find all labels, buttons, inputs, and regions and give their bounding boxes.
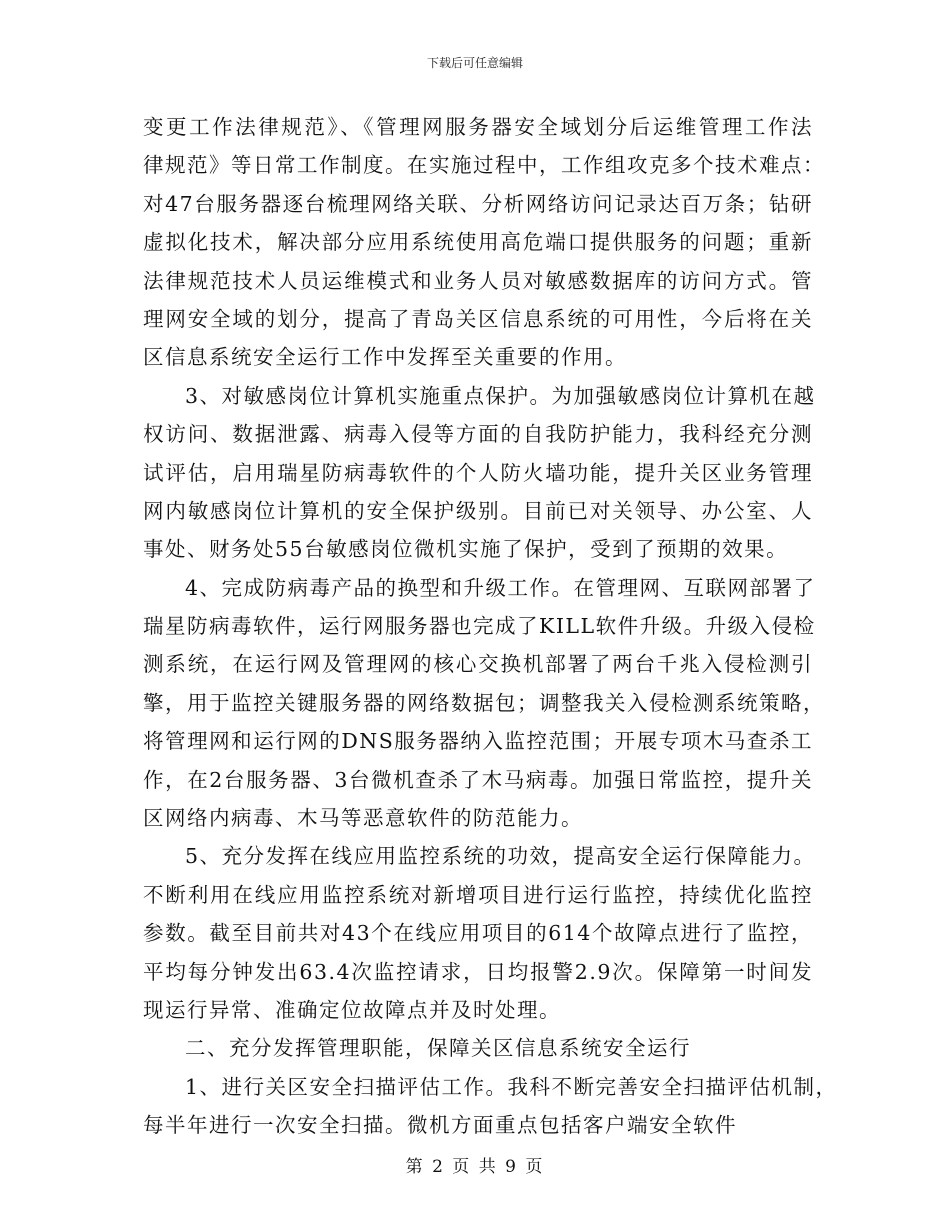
page-header: 下载后可任意编辑 — [426, 56, 523, 70]
text-line: 1、进行关区安全扫描评估工作。我科不断完善安全扫描评估机制， — [185, 1074, 838, 1099]
text-line: 将管理网和运行网的DNS服务器纳入监控范围；开展专项木马查杀工 — [143, 729, 813, 754]
text-line: 测系统，在运行网及管理网的核心交换机部署了两台千兆入侵检测引 — [143, 652, 813, 677]
text-line: 区网络内病毒、木马等恶意软件的防范能力。 — [143, 806, 583, 831]
text-line: 理网安全域的划分，提高了青岛关区信息系统的可用性，今后将在关 — [143, 306, 813, 331]
text-line: 3、对敏感岗位计算机实施重点保护。为加强敏感岗位计算机在越 — [185, 383, 816, 408]
text-line: 参数。截至目前共对43个在线应用项目的614个故障点进行了监控， — [143, 921, 813, 946]
text-line: 擎，用于监控关键服务器的网络数据包；调整我关入侵检测系统策略， — [143, 690, 825, 715]
text-line: 权访问、数据泄露、病毒入侵等方面的自我防护能力，我科经充分测 — [143, 422, 813, 447]
text-line: 5、充分发挥在线应用监控系统的功效，提高安全运行保障能力。 — [185, 844, 816, 869]
text-line: 作，在2台服务器、3台微机查杀了木马病毒。加强日常监控，提升关 — [143, 767, 813, 792]
text-line: 虚拟化技术，解决部分应用系统使用高危端口提供服务的问题；重新 — [143, 230, 813, 255]
text-line: 4、完成防病毒产品的换型和升级工作。在管理网、互联网部署了 — [185, 575, 816, 600]
text-line: 对47台服务器逐台梳理网络关联、分析网络访问记录达百万条；钻研 — [143, 191, 813, 216]
text-line: 每半年进行一次安全扫描。微机方面重点包括客户端安全软件 — [143, 1113, 737, 1138]
text-line: 平均每分钟发出63.4次监控请求，日均报警2.9次。保障第一时间发 — [143, 959, 813, 984]
page-footer: 第 2 页 共 9 页 — [405, 1157, 545, 1177]
text-line: 法律规范技术人员运维模式和业务人员对敏感数据库的访问方式。管 — [143, 268, 813, 293]
document-body — [143, 108, 838, 1145]
text-line: 网内敏感岗位计算机的安全保护级别。目前已对关领导、办公室、人 — [143, 498, 813, 523]
text-line: 不断利用在线应用监控系统对新增项目进行运行监控，持续优化监控 — [143, 882, 813, 907]
text-line: 二、充分发挥管理职能，保障关区信息系统安全运行 — [185, 1036, 691, 1061]
text-line: 试评估，启用瑞星防病毒软件的个人防火墙功能，提升关区业务管理 — [143, 460, 813, 485]
text-line: 事处、财务处55台敏感岗位微机实施了保护，受到了预期的效果。 — [143, 537, 789, 562]
text-line: 瑞星防病毒软件，运行网服务器也完成了KILL软件升级。升级入侵检 — [143, 614, 816, 639]
text-line: 律规范》等日常工作制度。在实施过程中，工作组攻克多个技术难点： — [143, 153, 825, 178]
text-line: 变更工作法律规范》、《管理网服务器安全域划分后运维管理工作法 — [143, 115, 813, 139]
text-line: 现运行异常、准确定位故障点并及时处理。 — [143, 997, 561, 1022]
text-line: 区信息系统安全运行工作中发挥至关重要的作用。 — [143, 345, 627, 370]
